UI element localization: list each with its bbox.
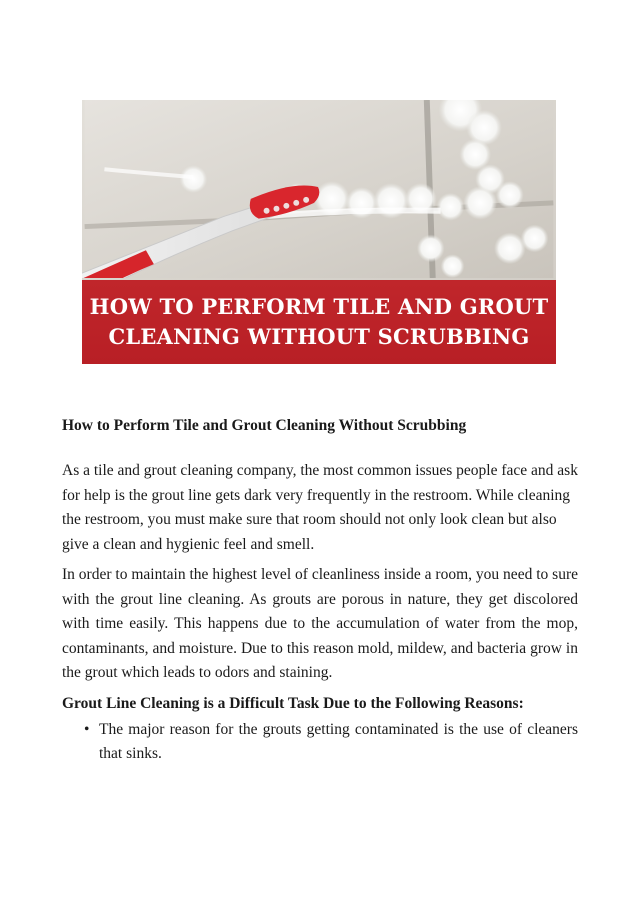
bullet-icon: • [84,720,90,738]
banner-title-line-2: CLEANING WITHOUT SCRUBBING [108,324,530,349]
banner-title-line-1: HOW TO PERFORM TILE AND GROUT [89,294,549,319]
reasons-list [62,718,578,767]
list-item [86,718,578,767]
hero-image [82,100,556,364]
list-item-text: The major reason for the grouts getting contaminated is the use of cleaners that sinks. [99,720,578,762]
title-banner [82,280,556,364]
article-title: How to Perform Tile and Grout Cleaning Without Scrubbing [62,417,467,434]
paragraph-intro: As a tile and grout cleaning company, the most common issues people face and ask for help is the grout line gets dark very frequently in the restroom. While cleaning the restroom, you must make sure that room should not only look clean but also give a clean and hygienic feel and smell. [62,462,578,553]
toothbrush-cleaning-photo [82,100,556,278]
paragraph-cleanliness: In order to maintain the highest level of cleanliness inside a room, you need to sure with the grout line cleaning. As grouts are porous in nature, they get discolored with time easily. This happens due to the accumulation of water from the mop, contaminants, and moisture. Due to this reason mold, mildew, and bacteria grow in the grout which leads to odors and staining. [62,566,578,681]
article-body [62,414,578,767]
section-heading-reasons: Grout Line Cleaning is a Difficult Task Due to the Following Reasons: [62,694,524,712]
